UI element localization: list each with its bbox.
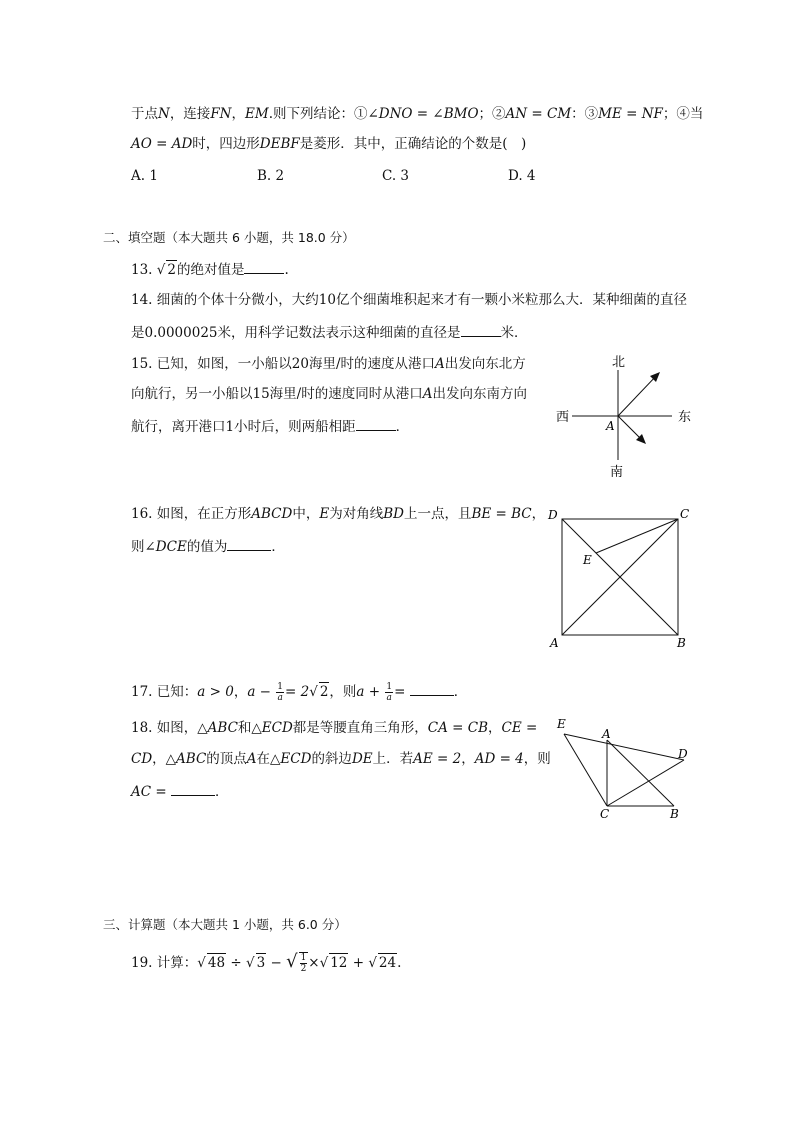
text: ，连接: [169, 106, 211, 122]
text: 中，: [292, 506, 320, 522]
square-figure: [545, 502, 695, 650]
q12-line2: [131, 135, 526, 153]
text: ，则: [523, 751, 551, 767]
text: ，: [152, 751, 166, 767]
q18-line1: [131, 719, 537, 737]
text: 的绝对值是: [176, 262, 245, 278]
text: 的值为: [186, 539, 228, 555]
radical-sign: √: [245, 955, 255, 971]
text: ；②: [478, 106, 506, 122]
answer-blank[interactable]: [461, 322, 501, 337]
math: CA = CB: [427, 720, 489, 736]
math: ∠DCE: [144, 539, 187, 555]
numerator: 1: [300, 953, 307, 963]
answer-blank[interactable]: [244, 259, 284, 274]
radicand: 2: [167, 262, 176, 278]
conclusion-1: ∠DNO = ∠BMO: [367, 106, 479, 122]
text: 上一点，且: [403, 506, 472, 522]
math: CD: [131, 751, 153, 767]
numerator: 1: [386, 682, 393, 692]
numerator: 1: [277, 682, 283, 692]
triangles-figure: [550, 714, 700, 824]
radicand-fraction: [299, 952, 309, 974]
math: A: [435, 356, 445, 372]
text: ：③: [571, 106, 599, 122]
segment-cd: [607, 760, 684, 806]
denominator: 2: [300, 964, 307, 974]
answer-blank[interactable]: [410, 681, 454, 696]
label-d: D: [678, 747, 688, 761]
radical-sign: √: [197, 955, 206, 971]
text: ，: [531, 506, 546, 522]
text: 在: [256, 751, 271, 767]
q14-line2: [131, 322, 528, 342]
text: 时，四边形: [192, 136, 260, 152]
text: 则: [131, 539, 145, 555]
operator: ×: [308, 955, 320, 971]
text: 和: [237, 720, 252, 736]
text: .则下列结论：①: [268, 106, 368, 122]
math: △ECD: [270, 751, 312, 767]
text: 于点: [131, 106, 158, 122]
label-south: 南: [610, 465, 624, 480]
radicand: 12: [330, 955, 348, 971]
q16-line1: [131, 505, 545, 523]
text: 米．: [500, 325, 528, 341]
question-number: 19. 计算：: [131, 955, 198, 971]
q14-line1: 14. 细菌的个体十分微小，大约10亿个细菌堆积起来才有一颗小米粒那么大．某种细菌的直径: [131, 292, 687, 308]
label-b: B: [677, 636, 686, 650]
q13: [131, 259, 289, 279]
q12-option-c: C. 3: [382, 168, 410, 184]
compass-figure: [550, 348, 700, 480]
text: 都是等腰直角三角形，: [292, 720, 428, 736]
fraction: [385, 682, 393, 703]
text: 出发向东南方向: [432, 386, 527, 402]
label-e: E: [557, 717, 566, 731]
text: ，: [488, 720, 502, 736]
label-west: 西: [556, 410, 570, 425]
math: CE =: [501, 720, 538, 736]
q15-line3: [131, 416, 409, 436]
q17: [131, 681, 467, 703]
radicand: 24: [378, 955, 397, 971]
text: 是0.0000025米，用科学记数法表示这种细菌的直径是: [131, 325, 461, 341]
radicand: 48: [207, 955, 226, 971]
math: AC =: [131, 784, 167, 800]
text: ，: [461, 751, 475, 767]
text: ．: [395, 419, 410, 435]
label-a: A: [550, 636, 559, 650]
math: ABCD: [251, 506, 293, 522]
math: △ABC: [197, 720, 238, 736]
math: DE: [351, 751, 373, 767]
fraction: [300, 953, 308, 974]
radicand: 2: [319, 684, 329, 700]
text: ，: [233, 684, 248, 700]
text: ；④当: [662, 106, 704, 122]
radical-sign: √: [286, 951, 298, 972]
q18-line2: [131, 750, 551, 768]
q16-line2: [131, 536, 285, 556]
radical-sign: √: [156, 262, 166, 278]
text: 上．若: [372, 751, 414, 767]
conclusion-3: ME = NF: [598, 106, 663, 122]
label-c: C: [680, 507, 690, 521]
math: A: [422, 386, 433, 402]
q19: [131, 952, 401, 974]
math: a −: [247, 684, 271, 700]
math: a +: [356, 684, 381, 700]
text: .: [284, 262, 289, 278]
northeast-ray: [618, 374, 658, 416]
math: N: [158, 106, 170, 122]
conclusion-2: AN = CM: [505, 106, 572, 122]
fraction: [276, 682, 284, 703]
math: EM: [245, 106, 269, 122]
segment-ec: [564, 734, 607, 806]
answer-blank[interactable]: [171, 781, 215, 796]
label-e: E: [583, 553, 592, 567]
text: 航行，离开港口1小时后，则两船相距: [131, 419, 356, 435]
math: = 2: [285, 684, 310, 700]
math: △ABC: [165, 751, 207, 767]
text: 18. 如图，: [131, 720, 198, 736]
math: AE = 2: [413, 751, 462, 767]
text: ．: [453, 684, 468, 700]
label-d: D: [548, 508, 558, 522]
math: BD: [383, 506, 404, 522]
label-a: A: [602, 727, 611, 741]
q12-option-a: A. 1: [131, 168, 158, 184]
operator: +: [352, 955, 365, 971]
text: 是菱形．其中，正确结论的个数是( ): [299, 136, 527, 152]
math: BE = BC: [471, 506, 532, 522]
label-origin: A: [606, 419, 615, 433]
answer-blank[interactable]: [356, 416, 396, 431]
conclusion-4: AO = AD: [131, 136, 193, 152]
radical-sign: √: [309, 684, 318, 700]
q15-line2: [131, 385, 527, 403]
text: 的顶点: [206, 751, 247, 767]
text: ，: [231, 106, 245, 122]
denominator: a: [277, 693, 283, 703]
question-number: 13.: [131, 262, 153, 278]
math: a > 0: [197, 684, 234, 700]
label-north: 北: [612, 355, 626, 370]
text: .: [397, 955, 402, 971]
segment-ce: [596, 519, 678, 553]
operator: ÷: [230, 955, 242, 971]
math: △ECD: [251, 720, 293, 736]
radicand: 3: [256, 955, 266, 971]
text: 向航行，另一小船以15海里/时的速度同时从港口: [131, 386, 423, 402]
math: E: [319, 506, 330, 522]
math: FN: [210, 106, 232, 122]
text: 出发向东北方: [444, 356, 526, 372]
math: =: [394, 684, 406, 700]
text: ，则: [329, 684, 357, 700]
q15-line1: [131, 355, 526, 373]
radical-sign: √: [319, 955, 329, 971]
answer-blank[interactable]: [227, 536, 271, 551]
label-east: 东: [678, 410, 692, 425]
math: DEBF: [259, 136, 300, 152]
text: ．: [271, 539, 285, 555]
text: ．: [214, 784, 229, 800]
question-number: 17. 已知：: [131, 684, 198, 700]
text: 的斜边: [311, 751, 352, 767]
math: AD = 4: [474, 751, 524, 767]
section2-title: 二、填空题（本大题共 6 小题，共 18.0 分）: [103, 230, 355, 245]
label-c: C: [600, 807, 610, 821]
denominator: a: [386, 693, 392, 703]
operator: −: [270, 955, 282, 971]
text: 16. 如图，在正方形: [131, 506, 252, 522]
q12-line1: [131, 105, 703, 123]
q12-option-b: B. 2: [257, 168, 285, 184]
radical-sign: √: [368, 955, 377, 971]
q12-option-d: D. 4: [508, 168, 536, 184]
section3-title: 三、计算题（本大题共 1 小题，共 6.0 分）: [103, 917, 347, 932]
math: A: [246, 751, 257, 767]
q18-line3: [131, 781, 228, 801]
text: 15. 已知，如图，一小船以20海里/时的速度从港口: [131, 356, 435, 372]
text: 为对角线: [329, 506, 384, 522]
label-b: B: [670, 807, 679, 821]
segment-ab: [607, 740, 674, 806]
